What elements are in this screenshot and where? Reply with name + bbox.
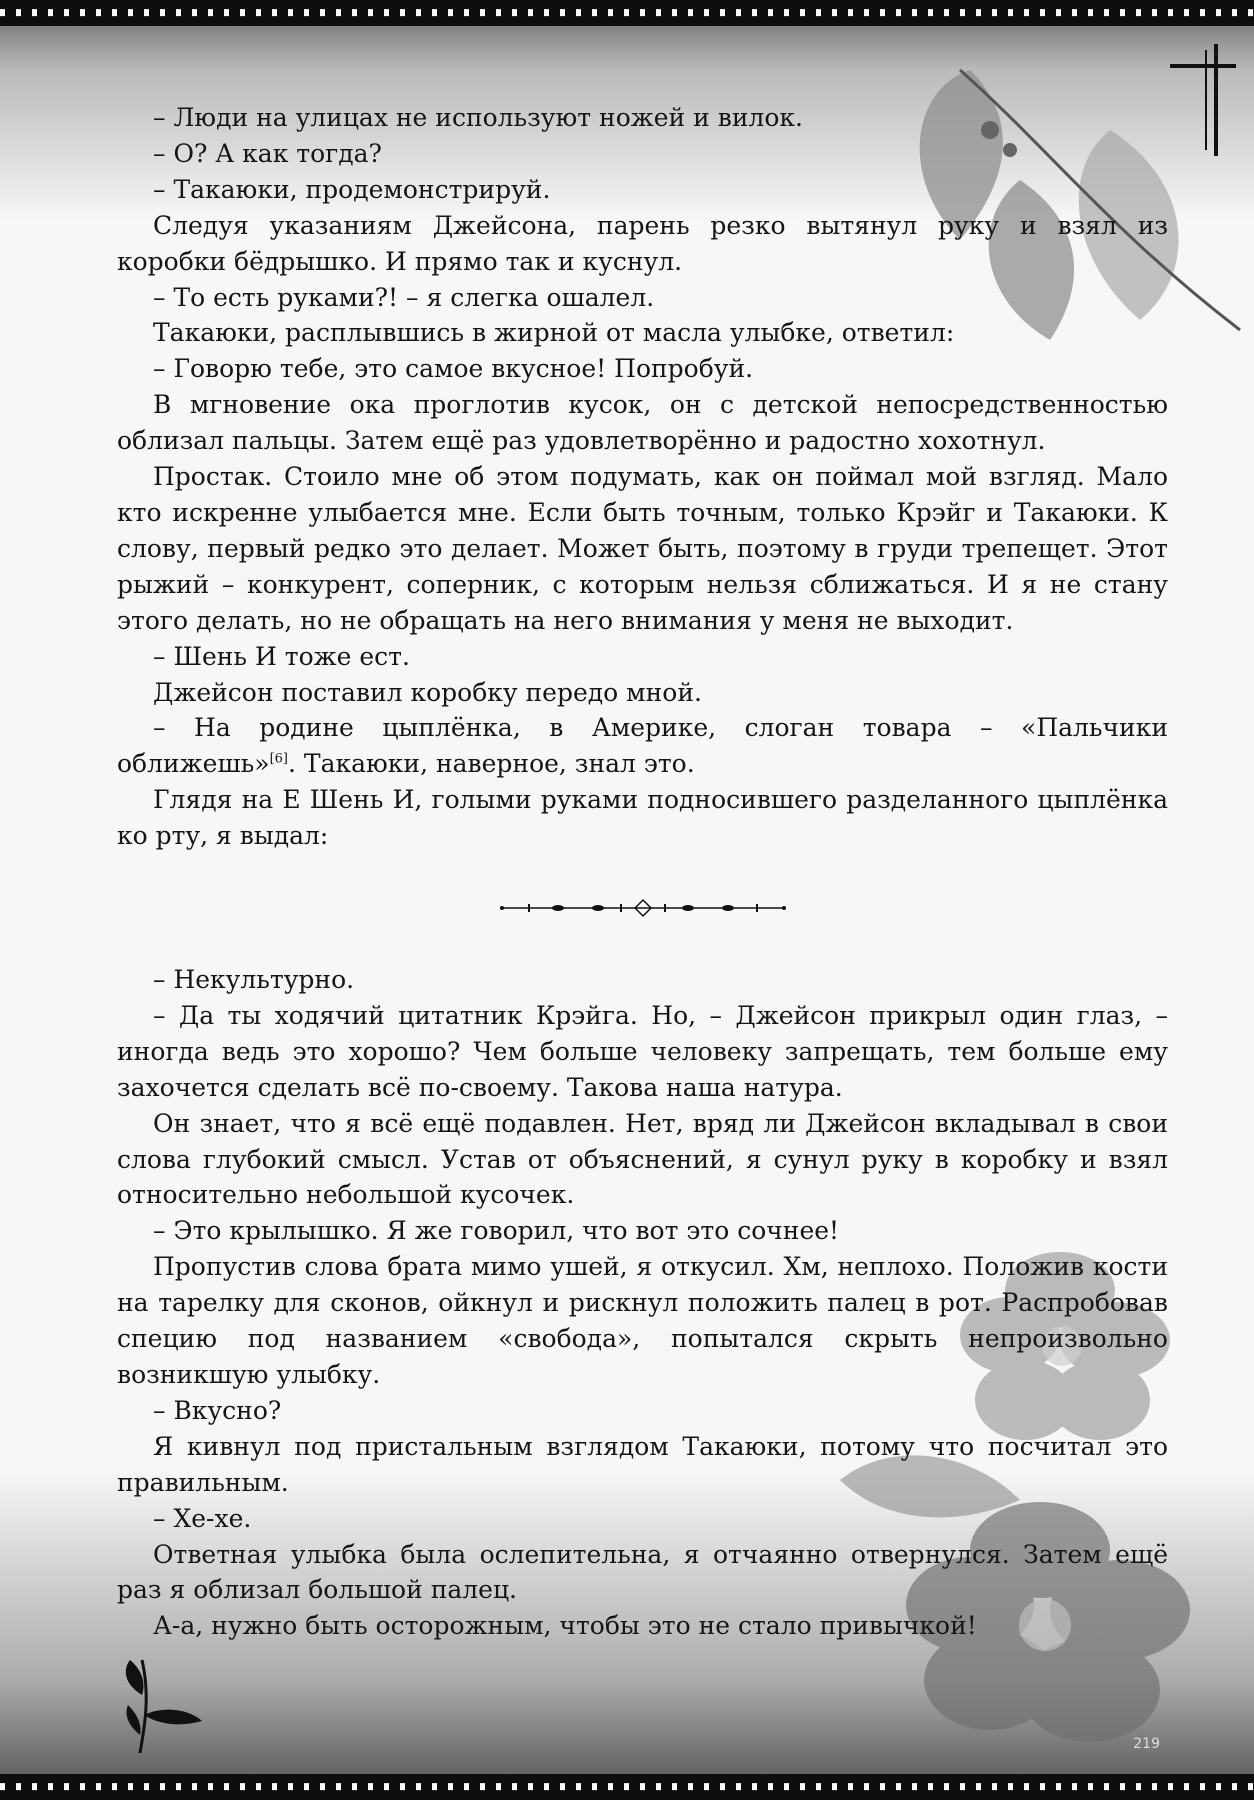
paragraph: Следуя указаниям Джейсона, парень резко вытянул руку и взял из коробки бёдрышко. И прямо так и куснул. xyxy=(117,210,1168,276)
paragraph: – Да ты ходячий цитатник Крэйга. Но, – Джейсон прикрыл один глаз, – иногда ведь это хорошо? Чем больше человеку запрещать, тем больше ему захочется сделать всё по-своему. Такова наша натура. xyxy=(117,1000,1168,1102)
paragraph-text: . Такаюки, наверное, знал это. xyxy=(288,749,695,779)
top-border xyxy=(0,0,1254,26)
footnote-paragraph xyxy=(117,710,1168,782)
paragraph: – Говорю тебе, это самое вкусное! Попробуй. xyxy=(153,354,754,384)
paragraph: Джейсон поставил коробку передо мной. xyxy=(153,677,702,707)
paragraph: – То есть руками?! – я слегка ошалел. xyxy=(153,282,655,312)
paragraph: Я кивнул под пристальным взглядом Такаюки, потому что посчитал это правильным. xyxy=(117,1431,1168,1497)
paragraph: Простак. Стоило мне об этом подумать, как он поймал мой взгляд. Мало кто искренне улыбается мне. Если быть точным, только Крэйг и Такаюки. К слову, первый редко это делает. Может быть, поэтому в груди трепещет. Этот рыжий – конкурент, соперник, с которым нельзя сближаться. И я не стану этого делать, но не обращать на него внимания у меня не выходит. xyxy=(117,462,1168,635)
paragraph: – Это крылышко. Я же говорил, что вот это сочнее! xyxy=(153,1216,840,1246)
paragraph: – О? А как тогда? xyxy=(153,138,382,168)
paragraph: – Люди на улицах не используют ножей и вилок. xyxy=(153,103,803,132)
footnote-reference[interactable]: [6] xyxy=(269,751,289,767)
main-text xyxy=(117,100,1168,1644)
paragraph: Ответная улыбка была ослепительна, я отчаянно отвернулся. Затем ещё раз я облизал большой палец. xyxy=(117,1539,1168,1605)
paragraph: А-а, нужно быть осторожным, чтобы это не стало привычкой! xyxy=(153,1611,977,1641)
corner-cross-icon xyxy=(1160,40,1240,160)
paragraph: Он знает, что я всё ещё подавлен. Нет, вряд ли Джейсон вкладывал в свои слова глубокий смысл. Устав от объяснений, я сунул руку в коробку и взял относительно небольшой кусочек. xyxy=(117,1108,1168,1210)
paragraph: Пропустив слова брата мимо ушей, я откусил. Хм, неплохо. Положив кости на тарелку для сконов, ойкнул и рискнул положить палец в рот. Распробовав специю под названием «свобода», попытался скрыть непроизвольно возникшую улыбку. xyxy=(117,1252,1168,1389)
paragraph: В мгновение ока проглотив кусок, он с детской непосредственностью облизал пальцы. Затем ещё раз удовлетворённо и радостно хохотнул. xyxy=(117,390,1168,456)
paragraph: – Некультурно. xyxy=(153,965,355,995)
paragraph: Такаюки, расплывшись в жирной от масла улыбке, ответил: xyxy=(153,318,955,348)
paragraph-text: – На родине цыплёнка, в Америке, слоган товара – «Пальчики оближешь» xyxy=(117,713,1168,779)
paragraph: Глядя на Е Шень И, голыми руками подносившего разделанного цыплёнка ко рту, я выдал: xyxy=(117,785,1168,851)
paragraph: – Шень И тоже ест. xyxy=(153,641,410,671)
section-divider xyxy=(117,854,1168,962)
bottom-border xyxy=(0,1774,1254,1800)
page-number: 219 xyxy=(1133,1736,1160,1752)
paragraph: – Хе-хе. xyxy=(153,1503,252,1533)
divider-ornament-icon xyxy=(498,898,788,918)
paragraph: – Вкусно? xyxy=(153,1395,282,1425)
paragraph: – Такаюки, продемонстрируй. xyxy=(153,174,551,204)
small-plant-icon xyxy=(120,1655,210,1755)
